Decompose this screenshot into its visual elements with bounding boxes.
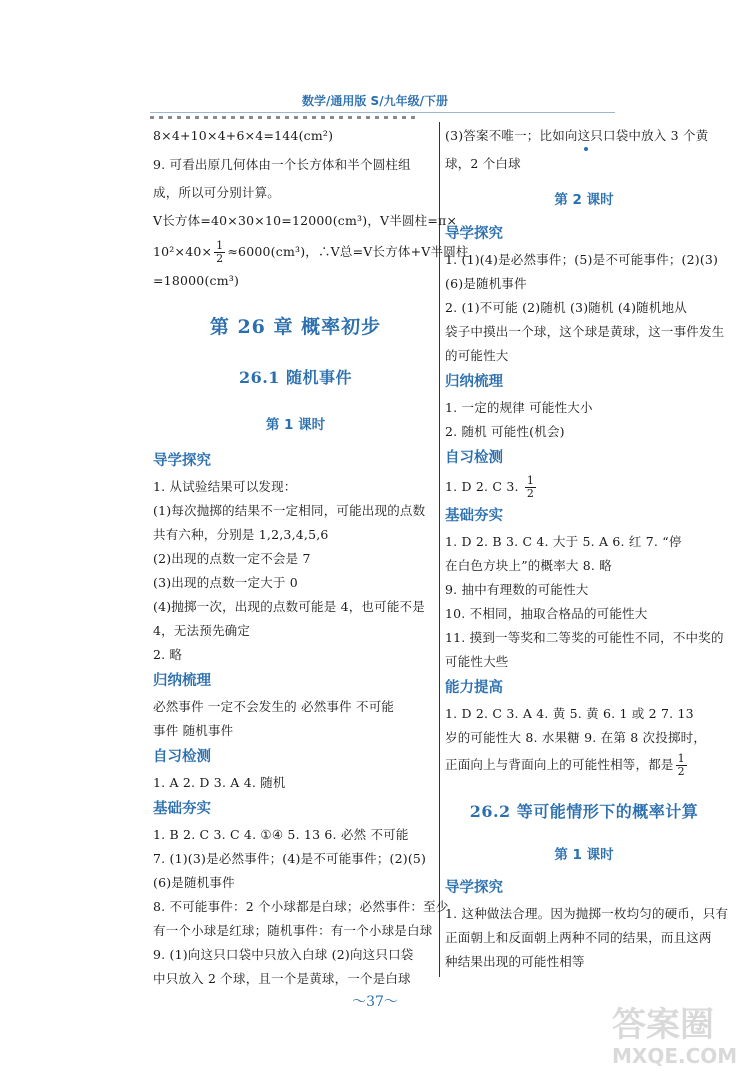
section-heading: 基础夯实: [445, 508, 503, 524]
page-header: 数学/通用版 S/九年级/下册: [302, 94, 448, 108]
text-fragment: 1. D 2. C 3.: [445, 479, 523, 494]
text-line: 2. 略: [153, 647, 183, 662]
watermark-url: MXQE.COM: [612, 1044, 738, 1068]
text-line: 9. 抽中有理数的可能性大: [445, 582, 589, 597]
text-line: 1. D 2. B 3. C 4. 大于 5. A 6. 红 7. “停: [445, 534, 682, 549]
text-line: 正面朝上和反面朝上两种不同的结果，而且这两: [445, 930, 712, 945]
section-title: 26.2 等可能情形下的概率计算: [469, 802, 699, 821]
section-heading: 归纳梳理: [445, 374, 503, 390]
text-line: 8×4+10×4+6×4=144(cm²): [153, 128, 334, 143]
left-column: [153, 122, 469, 991]
fraction-denominator: 2: [216, 252, 224, 265]
section-heading: 归纳梳理: [153, 673, 211, 689]
section-title: 26.1 随机事件: [238, 368, 353, 387]
fraction-denominator: 2: [677, 765, 685, 778]
section-heading: 导学探究: [153, 453, 211, 469]
text-fragment: ≈6000(cm³)，∴V总=V长方体+V半圆柱: [227, 244, 469, 259]
text-line-with-fraction: [445, 750, 723, 780]
text-line: 1. 这种做法合理。因为抛掷一枚均匀的硬币，只有: [445, 906, 729, 921]
page-number: ～37～: [352, 994, 398, 1010]
fraction-numerator: 1: [216, 239, 224, 252]
section-heading: 能力提高: [445, 680, 503, 696]
text-line: V长方体=40×30×10=12000(cm³)，V半圆柱=π×: [153, 213, 458, 228]
text-line: 种结果出现的可能性相等: [445, 954, 585, 969]
text-line: 共有六种，分别是 1,2,3,4,5,6: [153, 527, 329, 542]
section-heading: 自习检测: [153, 749, 211, 765]
text-line: 可能性大些: [445, 654, 509, 669]
section-heading: 导学探究: [445, 880, 503, 896]
text-line: 必然事件 一定不会发生的 必然事件 不可能: [153, 699, 395, 714]
fraction: [214, 240, 225, 265]
text-line: (1)每次抛掷的结果不一定相同，可能出现的点数: [153, 503, 426, 518]
bullet-dot: [584, 147, 588, 151]
text-line: 球，2 个白球: [445, 156, 521, 171]
text-line: 2. (1)不可能 (2)随机 (3)随机 (4)随机地从: [445, 300, 687, 315]
header-dots: [150, 116, 420, 119]
section-heading: 基础夯实: [153, 801, 211, 817]
text-line: (6)是随机事件: [445, 276, 527, 291]
text-line: 1. 一定的规律 可能性大小: [445, 400, 593, 415]
text-line: 袋子中摸出一个球，这个球是黄球，这一事件发生: [445, 324, 725, 339]
text-line: 成，所以可分别计算。: [153, 185, 281, 200]
fraction-numerator: 1: [526, 474, 535, 487]
section-heading: 自习检测: [445, 450, 503, 466]
watermark-logo: [612, 1005, 742, 1075]
lesson-title: 第 2 课时: [554, 192, 614, 208]
text-line: 9. 可看出原几何体由一个长方体和半个圆柱组: [153, 157, 411, 172]
text-line-with-fraction: [445, 472, 723, 502]
text-line: 4，无法预先确定: [153, 623, 251, 638]
right-column: [445, 122, 729, 974]
text-line: 8. 不可能事件：2 个小球都是白球；必然事件：至少: [153, 899, 449, 914]
text-line: 10. 不相同，抽取合格品的可能性大: [445, 606, 648, 621]
text-line: =18000(cm³): [153, 273, 240, 288]
fraction-denominator: 2: [526, 487, 535, 500]
lesson-title: 第 1 课时: [554, 847, 614, 863]
text-line: 1. 从试验结果可以发现：: [153, 479, 297, 494]
text-line: 在白色方块上”的概率大 8. 略: [445, 558, 612, 573]
fraction-numerator: 1: [677, 752, 685, 765]
text-line: (6)是随机事件: [153, 875, 235, 890]
text-line: (4)抛掷一次，出现的点数可能是 4，也可能不是: [153, 599, 425, 614]
text-line: (3)答案不唯一；比如向这只口袋中放入 3 个黄: [445, 128, 709, 143]
text-line: 1. B 2. C 3. C 4. ①④ 5. 13 6. 必然 不可能: [153, 827, 409, 842]
text-line: 岁的可能性大 8. 水果糖 9. 在第 8 次投掷时，: [445, 730, 707, 745]
text-line: 11. 摸到一等奖和二等奖的可能性不同，不中奖的: [445, 630, 724, 645]
watermark-text: 答案圈: [612, 1005, 714, 1045]
text-line: 1. A 2. D 3. A 4. 随机: [153, 775, 286, 790]
text-line: 1. (1)(4)是必然事件；(5)是不可能事件；(2)(3): [445, 252, 719, 267]
text-fragment: 10²×40×: [153, 244, 213, 259]
text-line: 7. (1)(3)是必然事件；(4)是不可能事件；(2)(5): [153, 851, 427, 866]
fraction: [525, 475, 536, 500]
text-line-with-fraction: [153, 237, 469, 267]
text-line: 有一个小球是红球；随机事件：有一个小球是白球: [153, 923, 433, 938]
section-heading: 导学探究: [445, 226, 503, 242]
lesson-title: 第 1 课时: [265, 417, 326, 433]
text-line: (2)出现的点数一定不会是 7: [153, 551, 311, 566]
fraction: [676, 753, 687, 778]
chapter-title: 第 26 章 概率初步: [209, 316, 382, 338]
text-line: 1. D 2. C 3. A 4. 黄 5. 黄 6. 1 或 2 7. 13: [445, 706, 694, 721]
text-line: 中只放入 2 个球，且一个是黄球，一个是白球: [153, 971, 411, 986]
header-rule: [150, 112, 615, 113]
text-line: (3)出现的点数一定大于 0: [153, 575, 298, 590]
text-line: 的可能性大: [445, 348, 509, 363]
text-line: 9. (1)向这只口袋中只放入白球 (2)向这只口袋: [153, 947, 414, 962]
text-fragment: 正面向上与背面向上的可能性相等，都是: [445, 757, 674, 772]
text-line: 事件 随机事件: [153, 723, 234, 738]
text-line: 2. 随机 可能性(机会): [445, 424, 565, 439]
